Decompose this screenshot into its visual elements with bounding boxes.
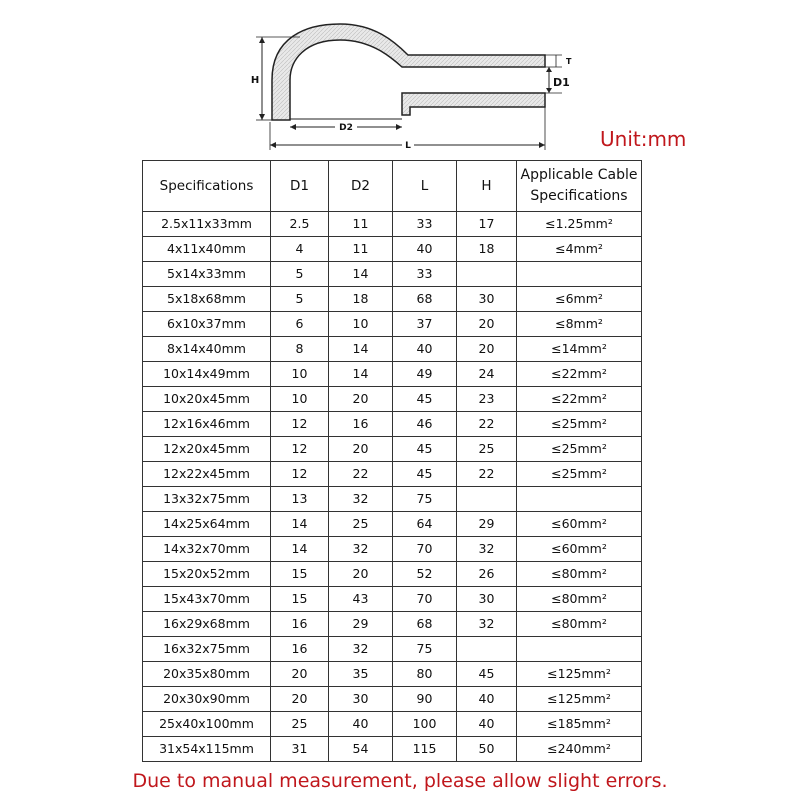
d2-cell: 20 [329, 562, 393, 587]
d1-label: D1 [553, 76, 570, 89]
l-cell: 40 [393, 237, 457, 262]
spec-cell: 12x20x45mm [143, 437, 271, 462]
l-cell: 45 [393, 437, 457, 462]
l-cell: 40 [393, 337, 457, 362]
d1-cell: 12 [271, 462, 329, 487]
d2-cell: 14 [329, 337, 393, 362]
d1-cell: 13 [271, 487, 329, 512]
spec-cell: 6x10x37mm [143, 312, 271, 337]
d1-cell: 15 [271, 587, 329, 612]
h-cell [457, 262, 517, 287]
specification-table [142, 160, 642, 762]
cable-cell: ≤22mm² [517, 387, 642, 412]
l-cell: 68 [393, 612, 457, 637]
d2-cell: 54 [329, 737, 393, 762]
d2-cell: 20 [329, 387, 393, 412]
d1-cell: 15 [271, 562, 329, 587]
spec-cell: 20x35x80mm [143, 662, 271, 687]
cable-cell: ≤80mm² [517, 587, 642, 612]
header-h: H [457, 161, 517, 212]
cable-cell: ≤125mm² [517, 662, 642, 687]
cable-cell: ≤25mm² [517, 412, 642, 437]
h-cell: 20 [457, 337, 517, 362]
d1-cell: 16 [271, 612, 329, 637]
table-row [143, 262, 642, 287]
d1-cell: 10 [271, 387, 329, 412]
d1-cell: 12 [271, 437, 329, 462]
cap-sleeve-lower [402, 93, 545, 115]
d1-cell: 5 [271, 287, 329, 312]
cable-cell: ≤14mm² [517, 337, 642, 362]
spec-cell: 16x32x75mm [143, 637, 271, 662]
l-cell: 45 [393, 387, 457, 412]
cable-cell: ≤80mm² [517, 612, 642, 637]
measurement-note: Due to manual measurement, please allow slight errors. [132, 770, 668, 792]
d1-cell: 25 [271, 712, 329, 737]
header-d1: D1 [271, 161, 329, 212]
h-cell: 32 [457, 612, 517, 637]
d1-cell: 2.5 [271, 212, 329, 237]
d2-cell: 14 [329, 262, 393, 287]
h-cell: 20 [457, 312, 517, 337]
spec-cell: 12x16x46mm [143, 412, 271, 437]
table-row [143, 562, 642, 587]
spec-cell: 10x20x45mm [143, 387, 271, 412]
table-row [143, 587, 642, 612]
l-cell: 33 [393, 212, 457, 237]
d2-cell: 20 [329, 437, 393, 462]
h-cell: 18 [457, 237, 517, 262]
h-cell: 30 [457, 287, 517, 312]
l-cell: 37 [393, 312, 457, 337]
table-row [143, 737, 642, 762]
d2-cell: 11 [329, 237, 393, 262]
h-cell: 40 [457, 712, 517, 737]
cable-cell: ≤22mm² [517, 362, 642, 387]
spec-cell: 8x14x40mm [143, 337, 271, 362]
spec-cell: 15x20x52mm [143, 562, 271, 587]
cable-cell: ≤6mm² [517, 287, 642, 312]
l-cell: 46 [393, 412, 457, 437]
d1-cell: 10 [271, 362, 329, 387]
d1-cell: 5 [271, 262, 329, 287]
spec-cell: 13x32x75mm [143, 487, 271, 512]
cable-cell: ≤60mm² [517, 537, 642, 562]
d1-cell: 6 [271, 312, 329, 337]
d1-cell: 14 [271, 512, 329, 537]
cable-cell: ≤80mm² [517, 562, 642, 587]
d2-label: D2 [339, 123, 353, 133]
spec-cell: 5x18x68mm [143, 287, 271, 312]
h-cell [457, 487, 517, 512]
table-row [143, 412, 642, 437]
spec-cell: 14x25x64mm [143, 512, 271, 537]
l-cell: 45 [393, 462, 457, 487]
cable-cell: ≤60mm² [517, 512, 642, 537]
cable-cell: ≤25mm² [517, 462, 642, 487]
h-label: H [250, 75, 260, 86]
cable-cell [517, 487, 642, 512]
d2-cell: 32 [329, 487, 393, 512]
h-cell: 32 [457, 537, 517, 562]
d1-cell: 12 [271, 412, 329, 437]
h-cell: 22 [457, 412, 517, 437]
d1-cell: 20 [271, 662, 329, 687]
l-cell: 52 [393, 562, 457, 587]
h-cell: 17 [457, 212, 517, 237]
table-row [143, 362, 642, 387]
d2-cell: 32 [329, 637, 393, 662]
h-cell: 45 [457, 662, 517, 687]
l-cell: 100 [393, 712, 457, 737]
l-cell: 75 [393, 637, 457, 662]
table-row [143, 287, 642, 312]
spec-cell: 2.5x11x33mm [143, 212, 271, 237]
spec-cell: 20x30x90mm [143, 687, 271, 712]
h-cell: 23 [457, 387, 517, 412]
table-row [143, 487, 642, 512]
cable-cell [517, 262, 642, 287]
table-row [143, 712, 642, 737]
l-label: L [405, 141, 411, 151]
t-label: T [566, 57, 572, 66]
unit-label: Unit:mm [600, 127, 687, 151]
cable-cell: ≤25mm² [517, 437, 642, 462]
table-row [143, 612, 642, 637]
l-cell: 49 [393, 362, 457, 387]
d1-cell: 8 [271, 337, 329, 362]
d1-cell: 31 [271, 737, 329, 762]
spec-cell: 14x32x70mm [143, 537, 271, 562]
table-row [143, 437, 642, 462]
spec-cell: 5x14x33mm [143, 262, 271, 287]
cable-cell: ≤1.25mm² [517, 212, 642, 237]
l-cell: 33 [393, 262, 457, 287]
l-cell: 80 [393, 662, 457, 687]
table-row [143, 237, 642, 262]
table-row [143, 337, 642, 362]
spec-cell: 16x29x68mm [143, 612, 271, 637]
d2-cell: 25 [329, 512, 393, 537]
header-d2: D2 [329, 161, 393, 212]
h-cell: 26 [457, 562, 517, 587]
h-cell: 30 [457, 587, 517, 612]
cable-cell [517, 637, 642, 662]
d2-cell: 16 [329, 412, 393, 437]
table-header-row [143, 161, 642, 212]
d2-cell: 29 [329, 612, 393, 637]
table-body [143, 212, 642, 762]
d2-cell: 10 [329, 312, 393, 337]
l-cell: 90 [393, 687, 457, 712]
h-cell: 24 [457, 362, 517, 387]
h-cell: 22 [457, 462, 517, 487]
spec-cell: 12x22x45mm [143, 462, 271, 487]
l-cell: 68 [393, 287, 457, 312]
d2-cell: 11 [329, 212, 393, 237]
h-cell: 29 [457, 512, 517, 537]
cable-cell: ≤125mm² [517, 687, 642, 712]
spec-cell: 10x14x49mm [143, 362, 271, 387]
d2-cell: 43 [329, 587, 393, 612]
l-cell: 75 [393, 487, 457, 512]
table-row [143, 212, 642, 237]
d2-cell: 18 [329, 287, 393, 312]
table-row [143, 687, 642, 712]
header-l: L [393, 161, 457, 212]
d2-cell: 30 [329, 687, 393, 712]
header-specifications: Specifications [143, 161, 271, 212]
d2-cell: 40 [329, 712, 393, 737]
h-cell: 25 [457, 437, 517, 462]
d1-cell: 20 [271, 687, 329, 712]
d1-cell: 4 [271, 237, 329, 262]
l-cell: 64 [393, 512, 457, 537]
d1-cell: 16 [271, 637, 329, 662]
l-cell: 70 [393, 537, 457, 562]
l-cell: 115 [393, 737, 457, 762]
header-applicable-cable: Applicable Cable Specifications [517, 161, 642, 212]
l-cell: 70 [393, 587, 457, 612]
table-row [143, 537, 642, 562]
h-cell [457, 637, 517, 662]
h-cell: 50 [457, 737, 517, 762]
table-row [143, 312, 642, 337]
cable-cell: ≤185mm² [517, 712, 642, 737]
d2-cell: 32 [329, 537, 393, 562]
spec-cell: 31x54x115mm [143, 737, 271, 762]
spec-cell: 4x11x40mm [143, 237, 271, 262]
table-row [143, 387, 642, 412]
d2-cell: 22 [329, 462, 393, 487]
table-row [143, 662, 642, 687]
table-row [143, 512, 642, 537]
spec-cell: 15x43x70mm [143, 587, 271, 612]
cable-cell: ≤8mm² [517, 312, 642, 337]
cable-cell: ≤240mm² [517, 737, 642, 762]
table-row [143, 462, 642, 487]
cable-cell: ≤4mm² [517, 237, 642, 262]
h-cell: 40 [457, 687, 517, 712]
d1-cell: 14 [271, 537, 329, 562]
table-row [143, 637, 642, 662]
spec-cell: 25x40x100mm [143, 712, 271, 737]
d2-cell: 35 [329, 662, 393, 687]
d2-cell: 14 [329, 362, 393, 387]
